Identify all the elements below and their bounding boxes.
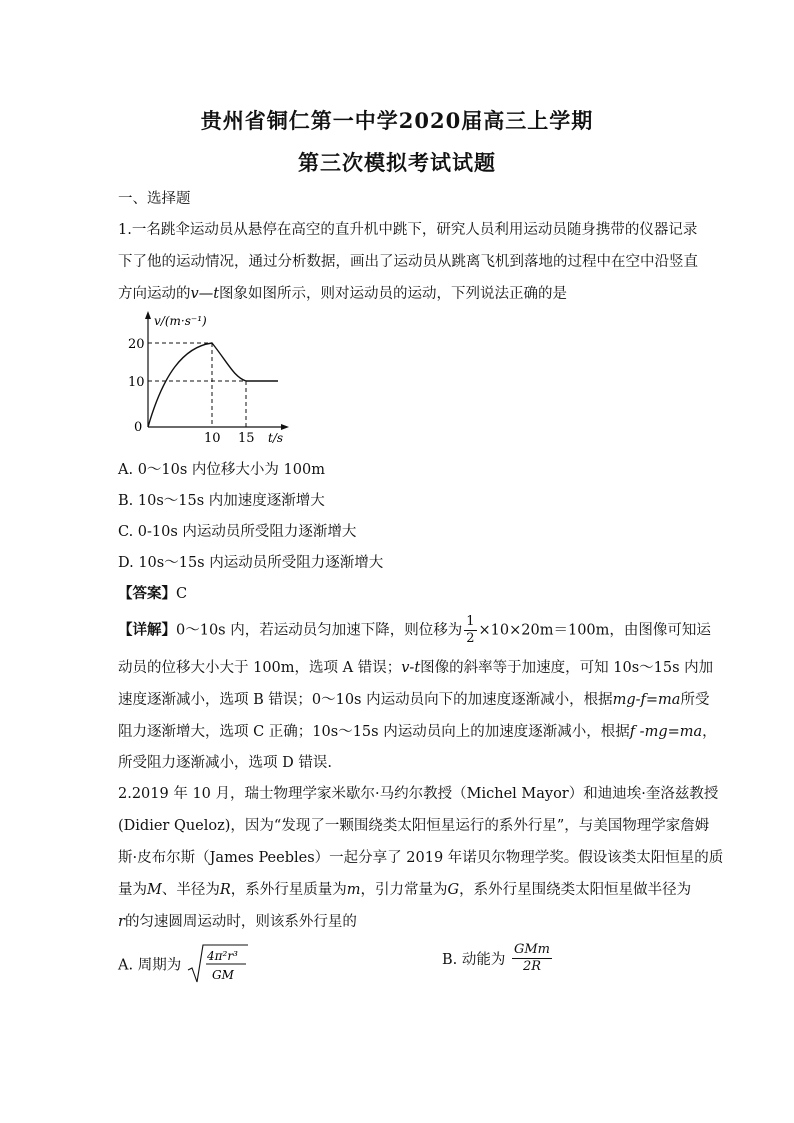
q1-text-line2: 下了他的运动情况，通过分析数据，画出了运动员从跳离飞机到落地的过程中在空中沿竖直 xyxy=(118,254,698,270)
q1-text-line1: 1.一名跳伞运动员从悬停在高空的直升机中跳下，研究人员利用运动员随身携带的仪器记录 xyxy=(118,222,698,238)
q1-option-a: A. 0～10s 内位移大小为 100m xyxy=(118,462,325,478)
answer-value: C xyxy=(176,586,188,602)
xtick-15: 15 xyxy=(238,431,255,445)
q1-detail-line1: 【详解】0～10s 内，若运动员匀加速下降，则位移为 $\frac{1}{2}$ ×10×20m＝100m，由图像可知运 xyxy=(118,614,711,646)
q1-detail-line5: 所受阻力逐渐减小，选项 D 错误. xyxy=(118,755,332,771)
page-subtitle: 第三次模拟考试试题 xyxy=(298,150,496,175)
section-heading: 一、选择题 xyxy=(118,191,191,207)
sqrt-expression xyxy=(186,942,250,986)
q2-text-line4: 量为M、半径为R，系外行星质量为m，引力常量为G，系外行星围绕类太阳恒星做半径为 xyxy=(118,882,692,898)
ytick-20: 20 xyxy=(128,337,145,352)
xtick-10: 10 xyxy=(204,431,221,445)
q2-option-a: A. 周期为 4π²r³ GM xyxy=(118,942,250,986)
x-axis-arrow xyxy=(281,424,289,430)
graph-ylabel: v/(m·s⁻¹) xyxy=(154,314,207,328)
y-axis-arrow xyxy=(145,311,151,319)
graph-xlabel: t/s xyxy=(268,431,284,445)
vt-graph xyxy=(128,305,298,445)
ytick-10: 10 xyxy=(128,375,145,390)
vt-symbol: v—t xyxy=(190,286,220,302)
q2-text-line3: 斯·皮布尔斯（James Peebles）一起分享了 2019 年诺贝尔物理学奖。假设该类太阳恒星的质 xyxy=(118,850,724,866)
q1-detail-line3: 速度逐渐减小，选项 B 错误；0～10s 内运动员向下的加速度逐渐减小，根据mg-f=ma所受 xyxy=(118,692,710,708)
q1-text-line3: 方向运动的v—t图象如图所示，则对运动员的运动，下列说法正确的是 xyxy=(118,286,568,302)
q1-detail-line4: 阻力逐渐增大，选项 C 正确；10s～15s 内运动员向上的加速度逐渐减小，根据f -mg=ma， xyxy=(118,724,717,740)
q2-option-b: B. 动能为 $\frac{\text{GMm}}{2R}$ xyxy=(442,942,551,974)
optA-numerator: 4π²r³ xyxy=(206,949,238,963)
q1-answer xyxy=(118,582,187,603)
fraction-half: $\frac{1}{2}$ xyxy=(466,614,475,646)
optA-denominator: GM xyxy=(211,968,234,982)
page-title: 贵州省铜仁第一中学2020届高三上学期 xyxy=(200,108,594,133)
velocity-curve xyxy=(148,343,278,427)
answer-label: 【答案】 xyxy=(118,585,176,602)
graph-origin: 0 xyxy=(134,420,143,435)
q1-option-d: D. 10s～15s 内运动员所受阻力逐渐增大 xyxy=(118,555,384,571)
q2-text-line2: (Didier Queloz)，因为“发现了一颗围绕类太阳恒星运行的系外行星”，与美国物理学家詹姆 xyxy=(118,818,710,834)
q1-detail-line2: 动员的位移大小大于 100m，选项 A 错误；v-t图像的斜率等于加速度，可知 10s～15s 内加 xyxy=(118,660,714,676)
optB-fraction: $\frac{\text{GMm}}{2R}$ xyxy=(513,942,551,974)
q1-option-c: C. 0-10s 内运动员所受阻力逐渐增大 xyxy=(118,524,357,540)
q2-text-line5: r的匀速圆周运动时，则该系外行星的 xyxy=(118,914,357,930)
q2-text-line1: 2.2019 年 10 月，瑞士物理学家米歇尔·马约尔教授（Michel Mayor）和迪迪埃·奎洛兹教授 xyxy=(118,786,719,802)
q1-option-b: B. 10s～15s 内加速度逐渐增大 xyxy=(118,493,325,509)
detail-label: 【详解】 xyxy=(118,621,176,639)
